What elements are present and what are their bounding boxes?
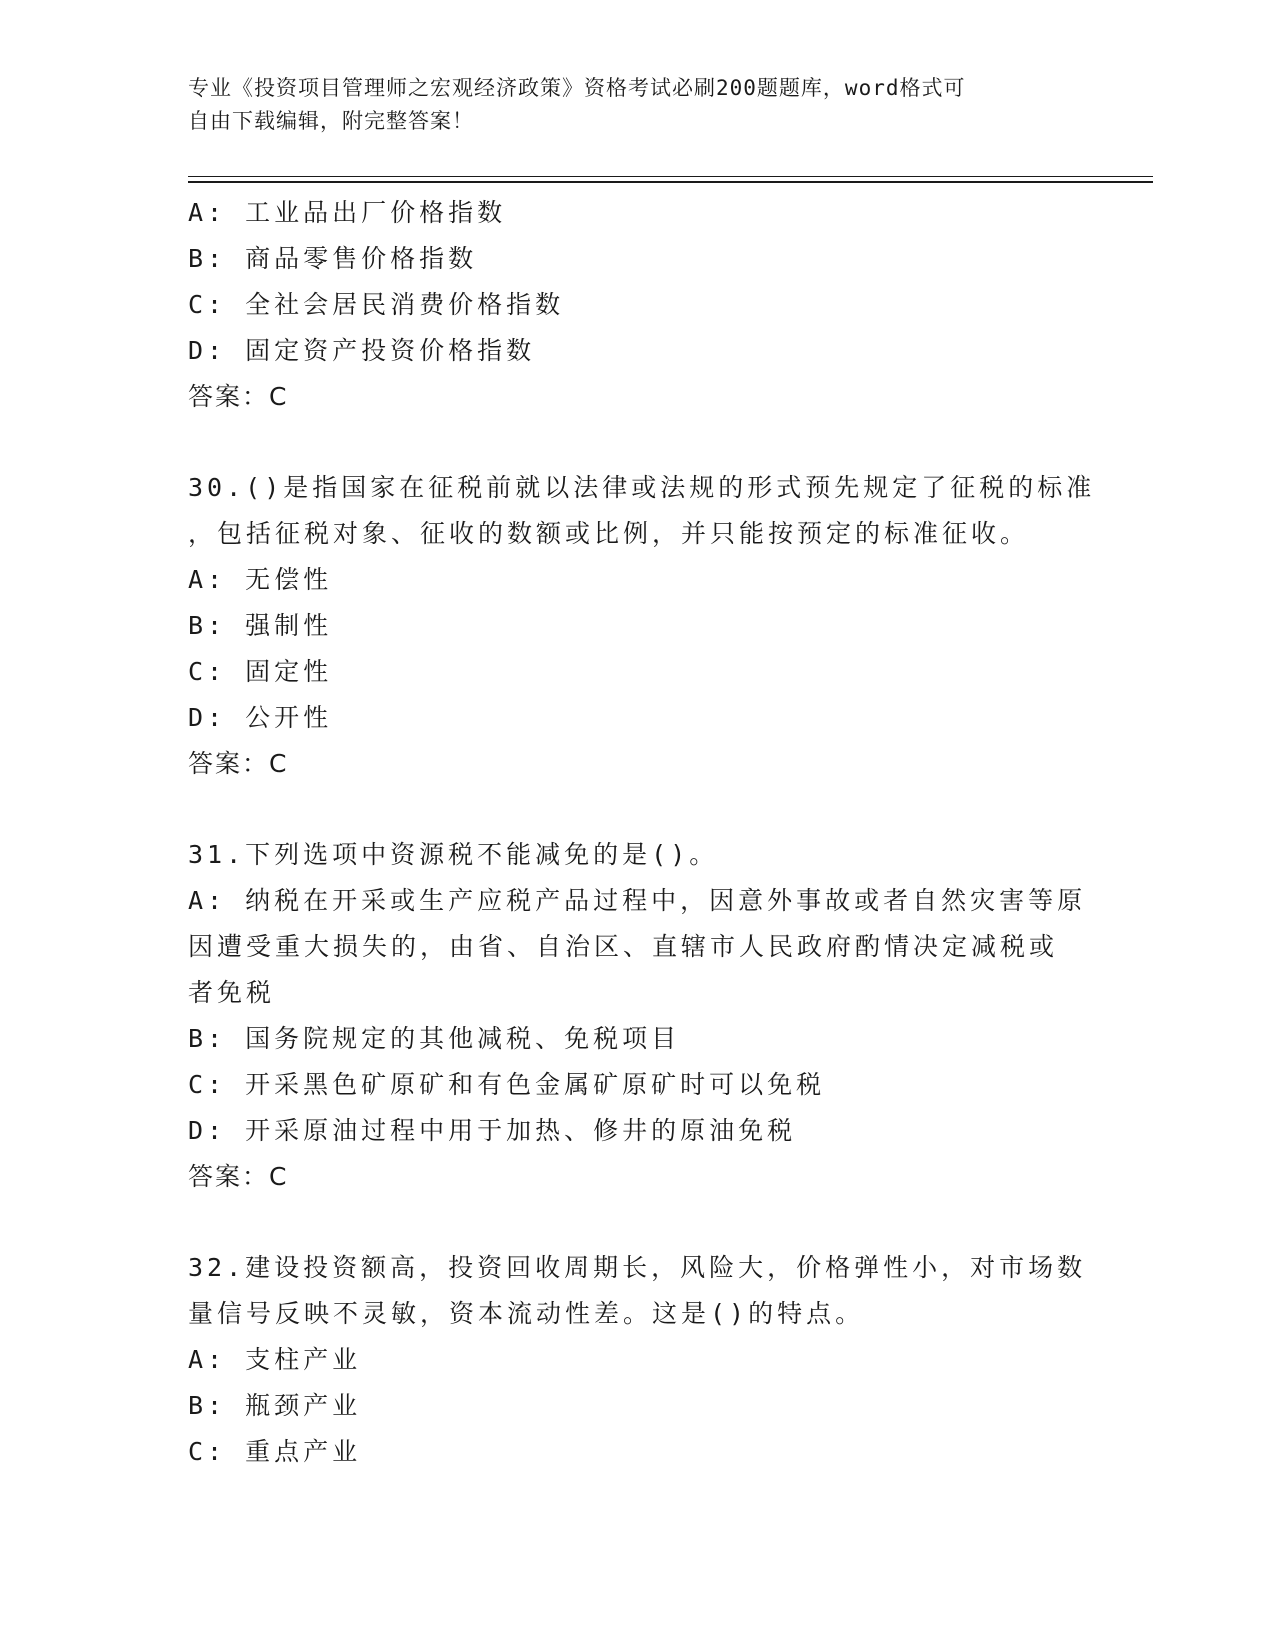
option-c: C: 固定性	[188, 657, 333, 686]
option-a-continued: 因遭受重大损失的，由省、自治区、直辖市人民政府酌情决定减税或	[188, 932, 1059, 961]
option-a-continued: 者免税	[188, 978, 276, 1007]
document-header	[188, 72, 1068, 138]
option-a: A: 纳税在开采或生产应税产品过程中，因意外事故或者自然灾害等原	[188, 886, 1087, 915]
option-c: C: 全社会居民消费价格指数	[188, 290, 565, 319]
header-rule-thin	[188, 176, 1153, 177]
option-c: C: 重点产业	[188, 1437, 362, 1466]
question-30	[188, 465, 1096, 787]
answer-line: 答案：C	[188, 382, 289, 411]
option-a: A: 支柱产业	[188, 1345, 362, 1374]
question-29	[188, 190, 1088, 420]
header-line-2: 自由下载编辑，附完整答案！	[188, 109, 474, 133]
option-b: B: 商品零售价格指数	[188, 244, 478, 273]
option-d: D: 公开性	[188, 703, 333, 732]
question-text-line: 量信号反映不灵敏，资本流动性差。这是()的特点。	[188, 1299, 865, 1328]
question-31	[188, 832, 1088, 1200]
question-text-line: ，包括征税对象、征收的数额或比例，并只能按预定的标准征收。	[188, 519, 1030, 548]
option-b: B: 强制性	[188, 611, 333, 640]
option-b: B: 瓶颈产业	[188, 1391, 362, 1420]
option-c: C: 开采黑色矿原矿和有色金属矿原矿时可以免税	[188, 1070, 826, 1099]
question-32	[188, 1245, 1088, 1475]
question-text-line: 31.下列选项中资源税不能减免的是()。	[188, 840, 719, 869]
question-text-line: 30.()是指国家在征税前就以法律或法规的形式预先规定了征税的标准	[188, 473, 1096, 502]
answer-line: 答案：C	[188, 749, 289, 778]
option-a: A: 无偿性	[188, 565, 333, 594]
option-b: B: 国务院规定的其他减税、免税项目	[188, 1024, 681, 1053]
header-line-1: 专业《投资项目管理师之宏观经济政策》资格考试必刷200题题库，word格式可	[188, 76, 966, 100]
option-d: D: 固定资产投资价格指数	[188, 336, 536, 365]
answer-line: 答案：C	[188, 1162, 289, 1191]
option-a: A: 工业品出厂价格指数	[188, 198, 507, 227]
option-d: D: 开采原油过程中用于加热、修井的原油免税	[188, 1116, 797, 1145]
header-rule-thick	[188, 181, 1153, 183]
question-text-line: 32.建设投资额高，投资回收周期长，风险大，价格弹性小，对市场数	[188, 1253, 1087, 1282]
document-content	[188, 190, 1096, 1475]
